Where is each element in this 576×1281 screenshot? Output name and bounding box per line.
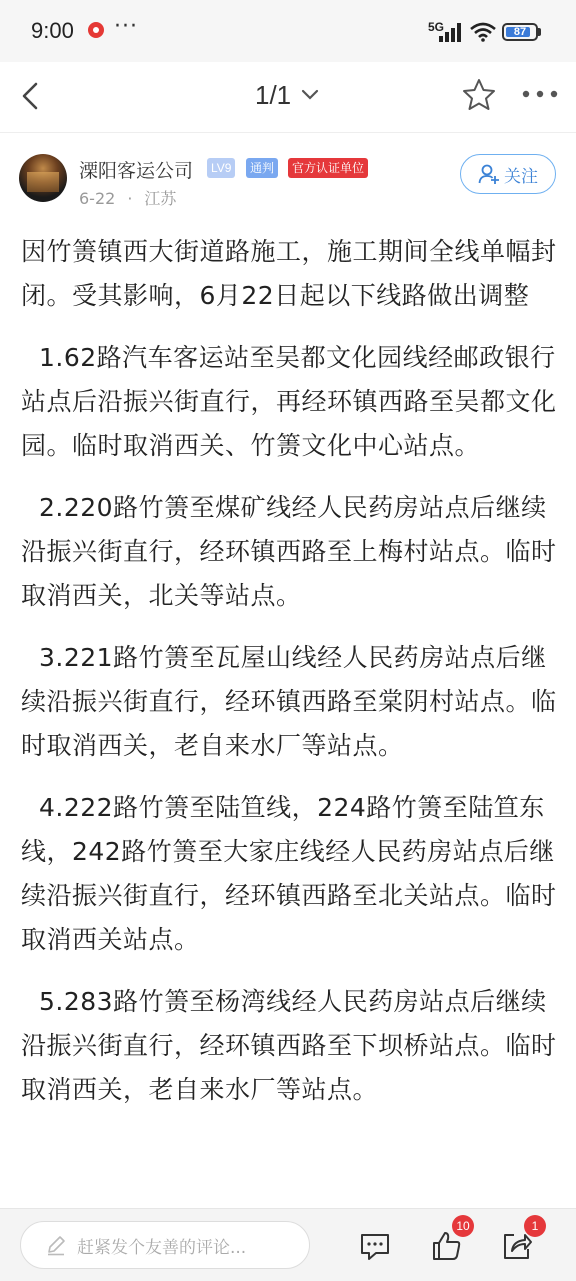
article-body — [21, 230, 561, 1130]
comment-icon[interactable] — [358, 1229, 392, 1263]
article-paragraph: 因竹箦镇西大街道路施工，施工期间全线单幅封闭。受其影响，6月22日起以下线路做出调整 — [21, 237, 557, 310]
battery-level: 87 — [513, 26, 527, 38]
network-type: 5G — [428, 20, 445, 34]
signal-icon — [438, 22, 464, 42]
wifi-icon — [470, 22, 496, 42]
add-user-icon — [478, 163, 500, 185]
battery-icon — [502, 23, 538, 41]
like-count-badge: 10 — [452, 1215, 474, 1237]
status-time: 9:00 — [31, 18, 74, 43]
back-icon[interactable] — [14, 78, 50, 114]
article-paragraph: 3.221路竹箦至瓦屋山线经人民药房站点后继续沿振兴街直行，经环镇西路至棠阴村站点。临时取消西关，老自来水厂等站点。 — [21, 643, 557, 760]
author-name[interactable]: 溧阳客运公司 — [79, 160, 194, 182]
official-badge: 官方认证单位 — [288, 158, 368, 178]
follow-label: 关注 — [504, 166, 538, 187]
chevron-down-icon[interactable] — [300, 84, 320, 104]
avatar[interactable] — [19, 154, 67, 202]
article-paragraph: 4.222路竹箦至陆笪线，224路竹箦至陆笪东线，242路竹箦至大家庄线经人民药房站点后继续沿振兴街直行，经环镇西路至北关站点。临时取消西关站点。 — [21, 793, 557, 954]
status-bar — [0, 0, 576, 62]
article-paragraph: 2.220路竹箦至煤矿线经人民药房站点后继续沿振兴街直行，经环镇西路至上梅村站点。临时取消西关，北关等站点。 — [21, 493, 557, 610]
author-header — [0, 140, 576, 216]
article-paragraph: 1.62路汽车客运站至吴都文化园线经邮政银行站点后沿振兴街直行，再经环镇西路至吴都文化园。临时取消西关、竹箦文化中心站点。 — [21, 343, 557, 460]
comment-placeholder: 赶紧发个友善的评论... — [77, 1237, 247, 1258]
more-notifications-icon: ··· — [114, 14, 138, 39]
notification-icon — [88, 22, 104, 38]
meta-separator: · — [127, 189, 133, 208]
post-date: 6-22 — [79, 189, 116, 208]
pen-icon — [45, 1234, 67, 1256]
page-indicator[interactable]: 1/1 — [255, 80, 292, 110]
level-badge: LV9 — [207, 158, 235, 178]
battery-cap — [538, 28, 541, 36]
comment-input[interactable] — [20, 1221, 310, 1269]
more-options-icon[interactable] — [520, 82, 560, 106]
tongpan-badge: 通判 — [246, 158, 278, 178]
bottom-action-bar — [0, 1208, 576, 1281]
post-meta — [79, 186, 176, 209]
star-icon[interactable] — [460, 76, 498, 114]
post-location: 江苏 — [144, 189, 177, 208]
follow-button[interactable] — [460, 154, 556, 194]
article-paragraph: 5.283路竹箦至杨湾线经人民药房站点后继续沿振兴街直行，经环镇西路至下坝桥站点。临时取消西关，老自来水厂等站点。 — [21, 987, 557, 1104]
nav-bar — [0, 62, 576, 133]
share-count-badge: 1 — [524, 1215, 546, 1237]
